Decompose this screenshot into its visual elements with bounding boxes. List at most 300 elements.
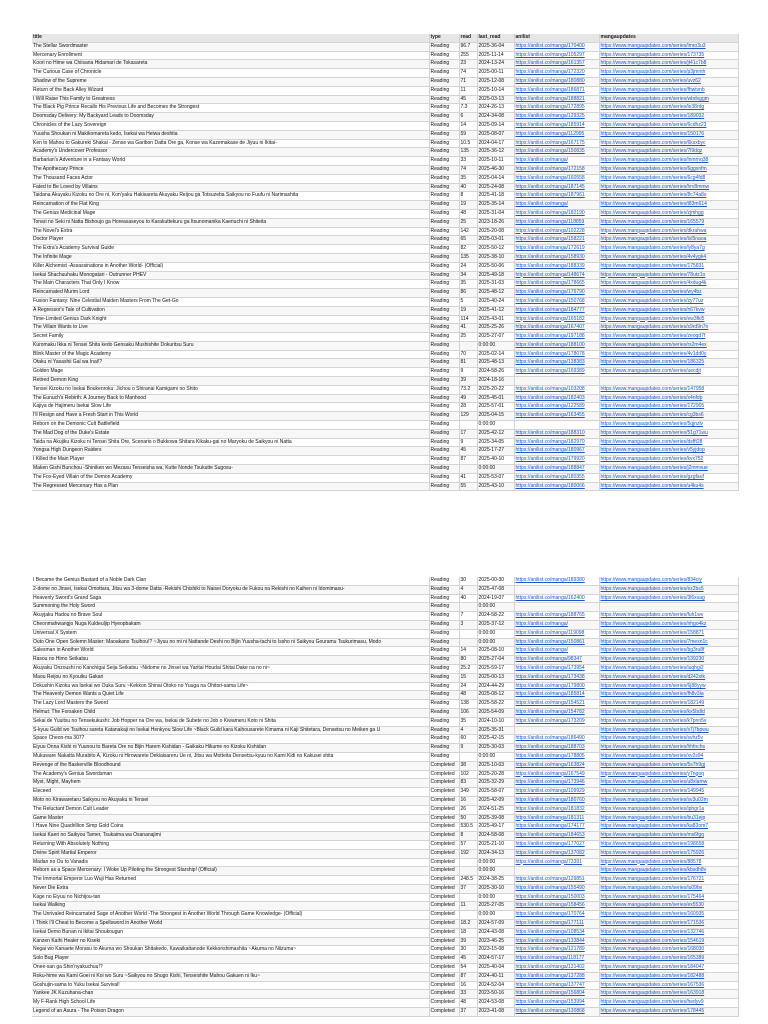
cell-anilist[interactable]: https://anilist.co/manga/: [514, 157, 599, 166]
cell-read: 192: [459, 849, 477, 858]
cell-anilist[interactable]: https://anilist.co/manga/178805: [514, 752, 599, 761]
table-row: [32, 770, 738, 779]
cell-type: Completed: [429, 876, 459, 885]
cell-anilist[interactable]: https://anilist.co/manga/173954: [514, 664, 599, 673]
cell-mangaupdates[interactable]: https://www.mangaupdates.com/series/6cdhz23: [599, 121, 738, 130]
cell-anilist[interactable]: https://anilist.co/manga/102228: [514, 227, 599, 236]
cell-title: Isekai Walking: [32, 902, 429, 911]
cell-anilist[interactable]: https://anilist.co/manga/137747: [514, 981, 599, 990]
cell-mangaupdates[interactable]: https://www.mangaupdates.com/series/j2mmvue: [599, 465, 738, 474]
cell-anilist[interactable]: https://anilist.co/manga/188847: [514, 465, 599, 474]
cell-mangaupdates[interactable]: https://www.mangaupdates.com/series/ex5530: [599, 902, 738, 911]
cell-anilist[interactable]: https://anilist.co/manga/138383: [514, 359, 599, 368]
cell-anilist[interactable]: https://anilist.co/manga/73391: [514, 858, 599, 867]
cell-last-read: 0:00:00: [477, 465, 514, 474]
cell-mangaupdates[interactable]: https://www.mangaupdates.com/series/6ggxnfm: [599, 165, 738, 174]
cell-mangaupdates[interactable]: https://www.mangaupdates.com/series/txl5naoa: [599, 236, 738, 245]
cell-last-read: 2024-57-17: [477, 955, 514, 964]
cell-anilist[interactable]: https://anilist.co/manga/131402: [514, 964, 599, 973]
cell-mangaupdates[interactable]: https://www.mangaupdates.com/series/4xdug4k: [599, 280, 738, 289]
cell-mangaupdates[interactable]: https://www.mangaupdates.com/series/zeoqd7f: [599, 333, 738, 342]
cell-mangaupdates[interactable]: https://www.mangaupdates.com/series/nhgo4kz: [599, 620, 738, 629]
table-row: [32, 647, 738, 656]
cell-mangaupdates[interactable]: https://www.mangaupdates.com/series/175464: [599, 893, 738, 902]
cell-read: 16: [459, 981, 477, 990]
cell-anilist[interactable]: https://anilist.co/manga/153994: [514, 999, 599, 1008]
cell-anilist[interactable]: https://anilist.co/manga/163455: [514, 412, 599, 421]
cell-mangaupdates[interactable]: https://www.mangaupdates.com/series/wbdxggm: [599, 95, 738, 104]
table-row: [32, 629, 738, 638]
cell-mangaupdates[interactable]: https://www.mangaupdates.com/series/171536: [599, 920, 738, 929]
cell-type: Completed: [429, 788, 459, 797]
cell-mangaupdates[interactable]: https://www.mangaupdates.com/series/8c74a8s: [599, 192, 738, 201]
cell-title: Outo One Open Solemn Master: Maoakano Tsuihou!? ~Jiyuu no mi ni Nattande Deshi no Bijin Yuusha-tachi to Issho ni Saikyou Gouramu Tsukurimasu, Modo: [32, 638, 429, 647]
cell-title: A Regressor's Tale of Cultivation: [32, 306, 429, 315]
table-row: [32, 69, 738, 78]
table-row: [32, 744, 738, 753]
cell-type: Reading: [429, 726, 459, 735]
cell-type: Completed: [429, 946, 459, 955]
cell-last-read: 2024-58-26: [477, 368, 514, 377]
cell-mangaupdates[interactable]: https://www.mangaupdates.com/series/gzgfauf: [599, 473, 738, 482]
cell-title: Isekai Demo Bunan ni Ikitai Shoukougun: [32, 928, 429, 937]
cell-anilist[interactable]: https://anilist.co/manga/169389: [514, 368, 599, 377]
cell-anilist[interactable]: https://anilist.co/manga/179920: [514, 456, 599, 465]
table-row: [32, 350, 738, 359]
cell-mangaupdates[interactable]: https://www.mangaupdates.com/series/163918: [599, 990, 738, 999]
cell-mangaupdates[interactable]: https://www.mangaupdates.com/series/sv3u02m: [599, 796, 738, 805]
table-row: [32, 465, 738, 474]
cell-anilist[interactable]: https://anilist.co/manga/108534: [514, 928, 599, 937]
cell-mangaupdates[interactable]: https://www.mangaupdates.com/series/78utz1o: [599, 271, 738, 280]
cell-title: I Will Raise This Family to Greatness: [32, 95, 429, 104]
cell-anilist[interactable]: https://anilist.co/manga/177111: [514, 920, 599, 929]
cell-mangaupdates[interactable]: https://www.mangaupdates.com/series/s9rd9n7n: [599, 324, 738, 333]
cell-mangaupdates[interactable]: https://www.mangaupdates.com/series/zy77uz: [599, 297, 738, 306]
cell-anilist[interactable]: https://anilist.co/manga/181832: [514, 805, 599, 814]
cell-mangaupdates[interactable]: https://www.mangaupdates.com/series/158871: [599, 629, 738, 638]
cell-anilist[interactable]: https://anilist.co/manga/188703: [514, 744, 599, 753]
cell-anilist[interactable]: https://anilist.co/manga/186490: [514, 735, 599, 744]
cell-mangaupdates[interactable]: https://www.mangaupdates.com/series/186325: [599, 359, 738, 368]
table-row: [32, 902, 738, 911]
cell-anilist[interactable]: https://anilist.co/manga/118859: [514, 218, 599, 227]
cell-mangaupdates[interactable]: https://www.mangaupdates.com/series/7l9dqz: [599, 148, 738, 157]
cell-mangaupdates[interactable]: https://www.mangaupdates.com/series/hhfochs: [599, 744, 738, 753]
cell-title: Madan no Ou to Vanadis: [32, 858, 429, 867]
cell-type: Reading: [429, 113, 459, 122]
cell-mangaupdates[interactable]: https://www.mangaupdates.com/series/154619: [599, 937, 738, 946]
cell-anilist[interactable]: https://anilist.co/manga/182403: [514, 394, 599, 403]
cell-last-read: 2025-43-01: [477, 315, 514, 324]
cell-anilist[interactable]: https://anilist.co/manga/154521: [514, 700, 599, 709]
cell-anilist[interactable]: https://anilist.co/manga/167549: [514, 770, 599, 779]
cell-mangaupdates[interactable]: https://www.mangaupdates.com/series/ms6fgq: [599, 832, 738, 841]
cell-anilist[interactable]: https://anilist.co/manga/197188: [514, 333, 599, 342]
cell-mangaupdates[interactable]: https://www.mangaupdates.com/series/182488: [599, 972, 738, 981]
cell-mangaupdates[interactable]: https://www.mangaupdates.com/series/bg3ru8f: [599, 647, 738, 656]
header-type: type: [429, 34, 459, 42]
cell-anilist[interactable]: https://anilist.co/manga/180760: [514, 796, 599, 805]
cell-mangaupdates[interactable]: https://www.mangaupdates.com/series/ka83om7: [599, 823, 738, 832]
cell-mangaupdates[interactable]: https://www.mangaupdates.com/series/88578: [599, 858, 738, 867]
cell-anilist[interactable]: https://anilist.co/manga/186871: [514, 86, 599, 95]
cell-title: The Black Pig Prince Recalls His Previous Life and Becomes the Strongest: [32, 104, 429, 113]
cell-anilist[interactable]: https://anilist.co/manga/170764: [514, 911, 599, 920]
cell-anilist[interactable]: https://anilist.co/manga/173209: [514, 717, 599, 726]
cell-anilist[interactable]: https://anilist.co/manga/150003: [514, 893, 599, 902]
cell-mangaupdates[interactable]: https://www.mangaupdates.com/series/svhz5v: [599, 735, 738, 744]
cell-anilist[interactable]: https://anilist.co/manga/158456: [514, 902, 599, 911]
cell-anilist[interactable]: https://anilist.co/manga/188339: [514, 262, 599, 271]
table-row: [32, 113, 738, 122]
cell-type: Completed: [429, 990, 459, 999]
cell-anilist[interactable]: https://anilist.co/manga/165182: [514, 315, 599, 324]
cell-mangaupdates[interactable]: https://www.mangaupdates.com/series/189032: [599, 113, 738, 122]
cell-anilist[interactable]: https://anilist.co/manga/172158: [514, 165, 599, 174]
cell-anilist[interactable]: https://anilist.co/manga/184653: [514, 832, 599, 841]
table-row: [32, 823, 738, 832]
cell-last-read: 2024-04-17: [477, 139, 514, 148]
cell-anilist[interactable]: https://anilist.co/manga/177027: [514, 840, 599, 849]
header-last-read: last_read: [477, 34, 514, 42]
cell-title: Summoning the Holy Sword: [32, 603, 429, 612]
table-row: [32, 447, 738, 456]
cell-mangaupdates[interactable]: https://www.mangaupdates.com/series/p3jmmh: [599, 69, 738, 78]
cell-anilist[interactable]: https://anilist.co/manga/176790: [514, 289, 599, 298]
cell-anilist[interactable]: https://anilist.co/manga/122589: [514, 403, 599, 412]
cell-anilist[interactable]: https://anilist.co/manga/129325: [514, 113, 599, 122]
cell-anilist[interactable]: https://anilist.co/manga/129851: [514, 876, 599, 885]
cell-anilist[interactable]: https://anilist.co/manga/178078: [514, 350, 599, 359]
table-row: [32, 752, 738, 761]
cell-anilist[interactable]: https://anilist.co/manga/119098: [514, 629, 599, 638]
cell-anilist[interactable]: https://anilist.co/manga/182970: [514, 438, 599, 447]
cell-title: Barbarian's Adventure in a Fantasy World: [32, 157, 429, 166]
cell-mangaupdates[interactable]: https://www.mangaupdates.com/series/ew3fkl5: [599, 315, 738, 324]
cell-mangaupdates[interactable]: https://www.mangaupdates.com/series/147958: [599, 385, 738, 394]
cell-anilist[interactable]: https://anilist.co/manga/184777: [514, 306, 599, 315]
cell-anilist[interactable]: https://anilist.co/manga/188100: [514, 341, 599, 350]
cell-type: Completed: [429, 937, 459, 946]
cell-anilist[interactable]: https://anilist.co/manga/150861: [514, 638, 599, 647]
cell-anilist[interactable]: https://anilist.co/manga/133844: [514, 937, 599, 946]
cell-read: 129: [459, 412, 477, 421]
cell-mangaupdates[interactable]: https://www.mangaupdates.com/series/173735: [599, 51, 738, 60]
table-row: [32, 482, 738, 491]
cell-anilist[interactable]: https://anilist.co/manga/182190: [514, 209, 599, 218]
cell-anilist[interactable]: https://anilist.co/manga/137082: [514, 849, 599, 858]
cell-title: Tonari no Seki ni Natta Bishoujo ga Horeasaseyou to Karakuttekuru ga Itsunomanika Kaeriuchi ni Shiteita: [32, 218, 429, 227]
cell-read: 248.5: [459, 876, 477, 885]
cell-anilist[interactable]: https://anilist.co/manga/150768: [514, 297, 599, 306]
cell-mangaupdates[interactable]: https://www.mangaupdates.com/series/150176: [599, 130, 738, 139]
cell-last-read: 2025-30-03: [477, 744, 514, 753]
cell-anilist[interactable]: https://anilist.co/manga/130868: [514, 1008, 599, 1017]
cell-last-read: 2025-58-22: [477, 700, 514, 709]
cell-mangaupdates[interactable]: https://www.mangaupdates.com/series/132746: [599, 928, 738, 937]
cell-title: Time-Limited Genius Dark Knight: [32, 315, 429, 324]
cell-mangaupdates[interactable]: https://www.mangaupdates.com/series/4v4ygk4: [599, 253, 738, 262]
cell-last-read: 2024-52-04: [477, 981, 514, 990]
cell-title: Mukuware Nakatta Murabito A, Kizoku ni Hirowarete Dekiaisareru Ue ni, Jitsu wa Motteita Densetsu-kyuu no Kami Kidi no Kakusei shita: [32, 752, 429, 761]
cell-read: 8: [459, 192, 477, 201]
cell-anilist[interactable]: https://anilist.co/manga/105297: [514, 51, 599, 60]
cell-mangaupdates[interactable]: https://www.mangaupdates.com/series/5s7h9gj: [599, 761, 738, 770]
cell-anilist[interactable]: https://anilist.co/manga/: [514, 620, 599, 629]
cell-mangaupdates[interactable]: https://www.mangaupdates.com/series/fhwtvnb: [599, 86, 738, 95]
table-row: [32, 682, 738, 691]
cell-last-read: 2025-37-12: [477, 620, 514, 629]
cell-mangaupdates[interactable]: https://www.mangaupdates.com/series/kx5bdld: [599, 708, 738, 717]
table-row: [32, 673, 738, 682]
cell-read: 19: [459, 306, 477, 315]
cell-anilist[interactable]: https://anilist.co/manga/118177: [514, 955, 599, 964]
cell-mangaupdates[interactable]: https://www.mangaupdates.com/series/172905: [599, 403, 738, 412]
cell-anilist[interactable]: https://anilist.co/manga/103208: [514, 385, 599, 394]
cell-mangaupdates[interactable]: https://www.mangaupdates.com/series/198658: [599, 840, 738, 849]
cell-anilist[interactable]: https://anilist.co/manga/160558: [514, 174, 599, 183]
cell-mangaupdates[interactable]: https://www.mangaupdates.com/series/176721: [599, 876, 738, 885]
cell-mangaupdates[interactable]: https://www.mangaupdates.com/series/165389: [599, 955, 738, 964]
cell-read: 71: [459, 77, 477, 86]
table-row: [32, 805, 738, 814]
cell-anilist[interactable]: https://anilist.co/manga/188765: [514, 612, 599, 621]
cell-anilist[interactable]: https://anilist.co/manga/161357: [514, 60, 599, 69]
cell-read: [459, 629, 477, 638]
cell-mangaupdates[interactable]: https://www.mangaupdates.com/series/rs2m4ex: [599, 341, 738, 350]
cell-mangaupdates[interactable]: https://www.mangaupdates.com/series/lmro3u3: [599, 42, 738, 51]
cell-anilist[interactable]: https://anilist.co/manga/180066: [514, 482, 599, 491]
cell-anilist[interactable]: https://anilist.co/manga/121789: [514, 946, 599, 955]
cell-mangaupdates[interactable]: https://www.mangaupdates.com/series/iu09bv: [599, 884, 738, 893]
cell-anilist[interactable]: https://anilist.co/manga/179800: [514, 682, 599, 691]
cell-anilist[interactable]: https://anilist.co/manga/188821: [514, 95, 599, 104]
cell-anilist[interactable]: https://anilist.co/manga/112995: [514, 130, 599, 139]
cell-type: Reading: [429, 289, 459, 298]
cell-last-read: 2025-04-15: [477, 412, 514, 421]
cell-mangaupdates[interactable]: https://www.mangaupdates.com/series/168030: [599, 946, 738, 955]
cell-mangaupdates[interactable]: https://www.mangaupdates.com/series/bu31ejp: [599, 814, 738, 823]
cell-anilist[interactable]: https://anilist.co/manga/173946: [514, 779, 599, 788]
cell-mangaupdates[interactable]: https://www.mangaupdates.com/series/kvx752: [599, 456, 738, 465]
cell-title: The Extra's Academy Survival Guide: [32, 245, 429, 254]
cell-mangaupdates[interactable]: https://www.mangaupdates.com/series/51g71wu: [599, 429, 738, 438]
cell-last-read: 2025-50-06: [477, 262, 514, 271]
cell-anilist[interactable]: https://anilist.co/manga/174177: [514, 823, 599, 832]
cell-anilist[interactable]: https://anilist.co/manga/181311: [514, 814, 599, 823]
cell-title: Killer Alchemist -Assassinations in Another World- (Official): [32, 262, 429, 271]
cell-anilist[interactable]: https://anilist.co/manga/154782: [514, 708, 599, 717]
cell-mangaupdates[interactable]: https://www.mangaupdates.com/series/v5yjdop: [599, 447, 738, 456]
cell-mangaupdates[interactable]: https://www.mangaupdates.com/series/kbsdh8v: [599, 867, 738, 876]
cell-anilist[interactable]: https://anilist.co/manga/150835: [514, 148, 599, 157]
cell-anilist[interactable]: https://anilist.co/manga/180355: [514, 473, 599, 482]
table-row: [32, 421, 738, 430]
cell-anilist[interactable]: https://anilist.co/manga/180967: [514, 447, 599, 456]
cell-anilist[interactable]: https://anilist.co/manga/163824: [514, 761, 599, 770]
cell-mangaupdates[interactable]: https://www.mangaupdates.com/series/uvz62: [599, 77, 738, 86]
table-row: [32, 60, 738, 69]
cell-anilist[interactable]: https://anilist.co/manga/187961: [514, 192, 599, 201]
cell-read: [459, 911, 477, 920]
cell-last-read: 2025-50-12: [477, 245, 514, 254]
cell-anilist[interactable]: https://anilist.co/manga/178665: [514, 280, 599, 289]
cell-anilist[interactable]: https://anilist.co/manga/185814: [514, 691, 599, 700]
cell-mangaupdates[interactable]: https://www.mangaupdates.com/series/4v1dd0y: [599, 350, 738, 359]
cell-mangaupdates[interactable]: https://www.mangaupdates.com/series/3l6xsag: [599, 594, 738, 603]
cell-anilist[interactable]: https://anilist.co/manga/167407: [514, 324, 599, 333]
cell-type: Reading: [429, 403, 459, 412]
cell-type: Reading: [429, 359, 459, 368]
cell-mangaupdates[interactable]: https://www.mangaupdates.com/series/fh8v3ia: [599, 691, 738, 700]
cell-mangaupdates[interactable]: https://www.mangaupdates.com/series/5qjnzlv: [599, 421, 738, 430]
cell-anilist[interactable]: https://anilist.co/manga/185914: [514, 121, 599, 130]
cell-mangaupdates[interactable]: https://www.mangaupdates.com/series/wy4bz: [599, 289, 738, 298]
cell-anilist[interactable]: https://anilist.co/manga/172895: [514, 104, 599, 113]
cell-mangaupdates[interactable]: https://www.mangaupdates.com/series/iuqhgi2: [599, 664, 738, 673]
cell-mangaupdates[interactable]: https://www.mangaupdates.com/series/d242xtk: [599, 673, 738, 682]
cell-mangaupdates[interactable]: https://www.mangaupdates.com/series/zjmhgg: [599, 209, 738, 218]
cell-type: Reading: [429, 262, 459, 271]
cell-mangaupdates[interactable]: https://www.mangaupdates.com/series/u8xlamw: [599, 779, 738, 788]
cell-mangaupdates[interactable]: https://www.mangaupdates.com/series/6ksxbyc: [599, 139, 738, 148]
table-row: [32, 51, 738, 60]
cell-title: Reincarnated Murim Lord: [32, 289, 429, 298]
cell-mangaupdates[interactable]: https://www.mangaupdates.com/series/hedyv9: [599, 999, 738, 1008]
cell-last-read: 2025-58-07: [477, 788, 514, 797]
cell-read: 65: [459, 236, 477, 245]
cell-anilist[interactable]: https://anilist.co/manga/109929: [514, 788, 599, 797]
cell-last-read: 0:00:00: [477, 603, 514, 612]
header-row: [32, 34, 738, 42]
cell-mangaupdates[interactable]: https://www.mangaupdates.com/series/160935: [599, 911, 738, 920]
cell-mangaupdates[interactable]: https://www.mangaupdates.com/series/139230: [599, 656, 738, 665]
cell-title: The Lazy Lord Masters the Sword: [32, 700, 429, 709]
cell-mangaupdates[interactable]: https://www.mangaupdates.com/series/t83m614: [599, 201, 738, 210]
table-row: [32, 603, 738, 612]
cell-read: 49: [459, 394, 477, 403]
cell-anilist[interactable]: https://anilist.co/manga/148674: [514, 271, 599, 280]
cell-type: Completed: [429, 814, 459, 823]
cell-mangaupdates[interactable]: https://www.mangaupdates.com/series/7mexn1c: [599, 638, 738, 647]
cell-type: Reading: [429, 368, 459, 377]
cell-mangaupdates[interactable]: https://www.mangaupdates.com/series/iphgr1a: [599, 805, 738, 814]
table-row: [32, 796, 738, 805]
cell-mangaupdates[interactable]: https://www.mangaupdates.com/series/hrv8mmw: [599, 183, 738, 192]
cell-type: Reading: [429, 192, 459, 201]
cell-anilist[interactable]: https://anilist.co/manga/158930: [514, 253, 599, 262]
cell-title: The Stellar Swordmaster: [32, 42, 429, 51]
cell-last-read: 2023-50-16: [477, 990, 514, 999]
cell-anilist[interactable]: https://anilist.co/manga/172619: [514, 245, 599, 254]
cell-mangaupdates[interactable]: https://www.mangaupdates.com/series/165579: [599, 218, 738, 227]
cell-mangaupdates[interactable]: https://www.mangaupdates.com/series/k7pnn5v: [599, 717, 738, 726]
cell-last-read: 2025-46-30: [477, 165, 514, 174]
cell-mangaupdates[interactable]: https://www.mangaupdates.com/series/s7j7bpwu: [599, 726, 738, 735]
cell-type: Reading: [429, 42, 459, 51]
cell-anilist[interactable]: https://anilist.co/manga/189380: [514, 577, 599, 585]
cell-anilist[interactable]: https://anilist.co/manga/167175: [514, 139, 599, 148]
cell-anilist[interactable]: https://anilist.co/manga/162400: [514, 594, 599, 603]
cell-title: Legend of an Asura - The Poison Dragon: [32, 1008, 429, 1017]
cell-anilist[interactable]: https://anilist.co/manga/172320: [514, 69, 599, 78]
cell-title: The Immortal Emperor Luo Wuji Has Returned: [32, 876, 429, 885]
cell-last-read: 2024-10-10: [477, 717, 514, 726]
cell-type: Reading: [429, 60, 459, 69]
cell-mangaupdates[interactable]: https://www.mangaupdates.com/series/jt41c7b8: [599, 60, 738, 69]
cell-mangaupdates[interactable]: https://www.mangaupdates.com/series/cg3bs6: [599, 412, 738, 421]
cell-mangaupdates[interactable]: https://www.mangaupdates.com/series/ly8ya7g: [599, 245, 738, 254]
cell-mangaupdates[interactable]: https://www.mangaupdates.com/series/lnmrnq38: [599, 157, 738, 166]
cell-mangaupdates[interactable]: https://www.mangaupdates.com/series/dkrahwa: [599, 227, 738, 236]
cell-anilist[interactable]: https://anilist.co/manga/137288: [514, 972, 599, 981]
cell-type: Reading: [429, 377, 459, 386]
cell-anilist[interactable]: https://anilist.co/manga/: [514, 647, 599, 656]
cell-type: Completed: [429, 832, 459, 841]
cell-mangaupdates[interactable]: https://www.mangaupdates.com/series/175831: [599, 262, 738, 271]
cell-mangaupdates[interactable]: https://www.mangaupdates.com/series/182149: [599, 700, 738, 709]
cell-anilist[interactable]: https://anilist.co/manga/187145: [514, 183, 599, 192]
cell-anilist[interactable]: https://anilist.co/manga/170400: [514, 42, 599, 51]
cell-mangaupdates[interactable]: https://www.mangaupdates.com/series/ez2bs5: [599, 585, 738, 594]
cell-anilist[interactable]: https://anilist.co/manga/158221: [514, 236, 599, 245]
cell-mangaupdates[interactable]: https://www.mangaupdates.com/series/178445: [599, 1008, 738, 1017]
cell-anilist[interactable]: https://anilist.co/manga/98347: [514, 656, 599, 665]
cell-mangaupdates[interactable]: https://www.mangaupdates.com/series/xv2s94: [599, 752, 738, 761]
cell-title: Otaku ni Yasashii Gal wa Inai!?: [32, 359, 429, 368]
cell-type: Reading: [429, 201, 459, 210]
cell-anilist[interactable]: https://anilist.co/manga/180880: [514, 77, 599, 86]
cell-mangaupdates[interactable]: https://www.mangaupdates.com/series/dsfft28: [599, 438, 738, 447]
table-row: [32, 473, 738, 482]
cell-mangaupdates[interactable]: https://www.mangaupdates.com/series/167536: [599, 981, 738, 990]
cell-mangaupdates[interactable]: https://www.mangaupdates.com/series/184047: [599, 964, 738, 973]
cell-anilist[interactable]: https://anilist.co/manga/188310: [514, 429, 599, 438]
cell-title: Eleceed: [32, 788, 429, 797]
cell-read: 102: [459, 770, 477, 779]
cell-mangaupdates[interactable]: https://www.mangaupdates.com/series/fuh1wv: [599, 612, 738, 621]
cell-read: 25: [459, 218, 477, 227]
cell-anilist: [514, 585, 599, 594]
cell-mangaupdates[interactable]: https://www.mangaupdates.com/series/6j88yyw: [599, 682, 738, 691]
cell-type: Reading: [429, 629, 459, 638]
cell-read: [459, 603, 477, 612]
table-row: [32, 394, 738, 403]
cell-mangaupdates[interactable]: https://www.mangaupdates.com/series/uecdjt: [599, 368, 738, 377]
cell-mangaupdates[interactable]: https://www.mangaupdates.com/series/834ciy: [599, 577, 738, 585]
cell-anilist[interactable]: https://anilist.co/manga/156804: [514, 990, 599, 999]
cell-mangaupdates[interactable]: https://www.mangaupdates.com/series/149945: [599, 788, 738, 797]
cell-mangaupdates[interactable]: https://www.mangaupdates.com/series/y7ngoq: [599, 770, 738, 779]
cell-anilist[interactable]: https://anilist.co/manga/: [514, 201, 599, 210]
cell-last-read: 2024-51-25: [477, 805, 514, 814]
cell-mangaupdates[interactable]: https://www.mangaupdates.com/series/u4ku4s: [599, 482, 738, 491]
cell-anilist[interactable]: https://anilist.co/manga/173438: [514, 673, 599, 682]
cell-mangaupdates[interactable]: https://www.mangaupdates.com/series/n67kvw: [599, 306, 738, 315]
cell-type: Reading: [429, 227, 459, 236]
cell-mangaupdates[interactable]: https://www.mangaupdates.com/series/x4nfdp: [599, 394, 738, 403]
cell-title: Reborn as a Space Mercenary: I Woke Up Piloting the Strongest Starship! (Official): [32, 867, 429, 876]
cell-anilist[interactable]: https://anilist.co/manga/155490: [514, 884, 599, 893]
cell-mangaupdates[interactable]: https://www.mangaupdates.com/series/6cg4fd8: [599, 174, 738, 183]
cell-title: The Eunuch's Rebirth: A Journey Back to Manhood: [32, 394, 429, 403]
cell-type: Reading: [429, 664, 459, 673]
table-row: [32, 577, 738, 585]
cell-mangaupdates[interactable]: https://www.mangaupdates.com/series/le38rdg: [599, 104, 738, 113]
cell-mangaupdates[interactable]: https://www.mangaupdates.com/series/175926: [599, 849, 738, 858]
cell-read: 37: [459, 1008, 477, 1017]
